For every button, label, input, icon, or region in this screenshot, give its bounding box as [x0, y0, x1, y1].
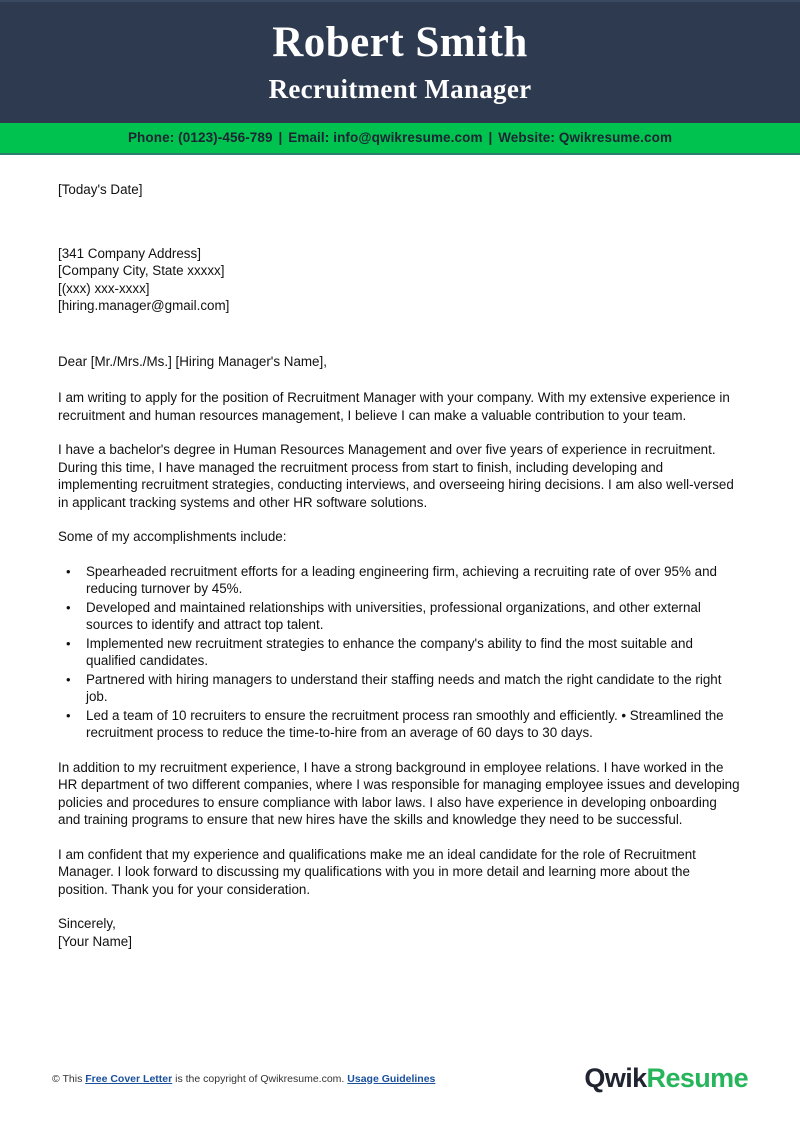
- recipient-line: [(xxx) xxx-xxxx]: [58, 280, 150, 296]
- list-item-text: Developed and maintained relationships with universities, professional organizations, and other external sources to identify and attract top talent.: [86, 599, 701, 633]
- page-footer: [0, 1063, 800, 1094]
- list-item-text: Implemented new recruitment strategies to enhance the company's ability to find the most suitable and qualified candidates.: [86, 635, 693, 669]
- phone-label: Phone:: [127, 130, 175, 146]
- document-header: [0, 0, 800, 123]
- recipient-line: [hiring.manager@gmail.com]: [58, 298, 230, 314]
- recipient-address-block: [58, 245, 742, 315]
- list-item: [58, 599, 742, 634]
- website-label: Website:: [498, 130, 555, 146]
- list-item-text: Led a team of 10 recruiters to ensure the recruitment process ran smoothly and efficiently. • Streamlined the recruitment process to reduce the time-to-hire from an average of 60 days to 30 days.: [86, 707, 724, 741]
- applicant-job-title: Recruitment Manager: [268, 74, 532, 105]
- logo-text-resume: Resume: [646, 1063, 748, 1093]
- paragraph-qualifications: I have a bachelor's degree in Human Resources Management and over five years of experience in recruitment. During this time, I have managed the recruitment process from start to finish, including developing and implementing recruitment strategies, conducting interviews, and overseeing hiring decisions. I am also well-versed in applicant tracking systems and other HR software solutions.: [58, 442, 734, 510]
- list-item: [58, 635, 742, 670]
- signature-name: [Your Name]: [58, 933, 132, 949]
- contact-bar: [0, 123, 800, 155]
- accomplishments-list: [58, 563, 742, 742]
- bullet-icon: •: [66, 563, 71, 579]
- free-cover-letter-link[interactable]: Free Cover Letter: [85, 1072, 173, 1085]
- contact-line: [0, 130, 800, 145]
- list-item: [58, 563, 742, 598]
- copyright-note: [52, 1073, 435, 1085]
- contact-separator-1: |: [278, 130, 283, 146]
- recipient-line: [Company City, State xxxxx]: [58, 263, 225, 279]
- copyright-icon: ©: [52, 1072, 60, 1085]
- bullet-icon: •: [66, 707, 71, 723]
- list-item: [58, 707, 742, 742]
- contact-separator-2: |: [488, 130, 493, 146]
- letter-date: [Today's Date]: [58, 182, 143, 198]
- email-value[interactable]: info@qwikresume.com: [333, 130, 483, 146]
- website-value[interactable]: Qwikresume.com: [558, 130, 673, 146]
- paragraph-intro: I am writing to apply for the position of Recruitment Manager with your company. With my extensive experience in recruitment and human resources management, I believe I can make a valuable contribution to your team.: [58, 390, 730, 423]
- phone-value: (0123)-456-789: [178, 130, 273, 146]
- paragraph-employee-relations: In addition to my recruitment experience, I have a strong background in employee relations. I have worked in the HR department of two different companies, where I was responsible for managing employee issues and developing policies and procedures to ensure compliance with labor laws. I also have experience in developing onboarding and training programs to ensure that new hires have the skills and knowledge they need to be successful.: [58, 759, 740, 828]
- paragraph-closing: I am confident that my experience and qualifications make me an ideal candidate for the role of Recruitment Manager. I look forward to discussing my qualifications with you in more detail and learning more about the position. Thank you for your consideration.: [58, 846, 696, 897]
- accomplishments-intro: Some of my accomplishments include:: [58, 529, 287, 545]
- bullet-icon: •: [66, 671, 71, 687]
- recipient-line: [341 Company Address]: [58, 245, 201, 261]
- signature-block: [58, 915, 742, 950]
- letter-body: [0, 155, 800, 950]
- list-item: [58, 671, 742, 706]
- list-item-text: Spearheaded recruitment efforts for a leading engineering firm, achieving a recruiting rate of over 95% and reducing turnover by 45%.: [86, 563, 717, 597]
- footer-text-before: This: [62, 1072, 83, 1085]
- applicant-name: Robert Smith: [272, 19, 528, 66]
- email-label: Email:: [288, 130, 330, 146]
- closing-salutation: Sincerely,: [58, 916, 116, 932]
- usage-guidelines-link[interactable]: Usage Guidelines: [347, 1072, 436, 1085]
- salutation: Dear [Mr./Mrs./Ms.] [Hiring Manager's Name],: [58, 353, 327, 369]
- list-item-text: Partnered with hiring managers to understand their staffing needs and match the right candidate to the right job.: [86, 671, 722, 705]
- logo-text-qwik: Qwik: [584, 1063, 647, 1093]
- bullet-icon: •: [66, 635, 71, 651]
- footer-text-after: is the copyright of Qwikresume.com.: [175, 1072, 345, 1085]
- qwikresume-logo[interactable]: [584, 1063, 748, 1094]
- bullet-icon: •: [66, 599, 71, 615]
